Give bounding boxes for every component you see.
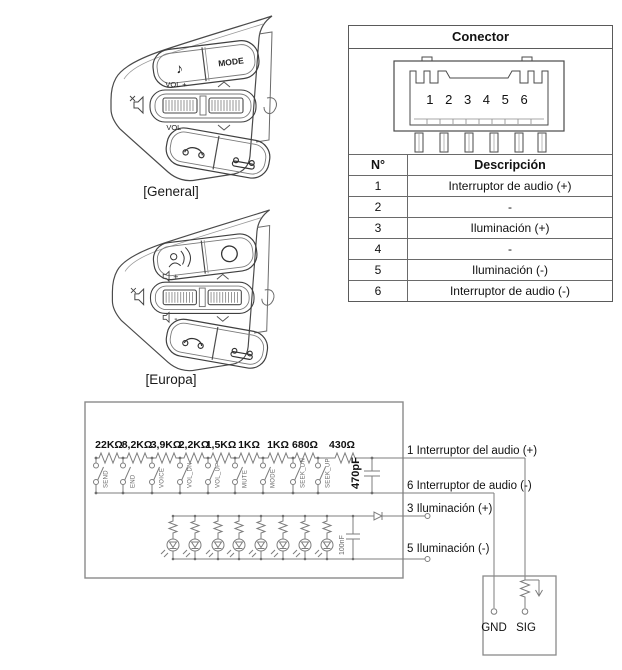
led-branch [315, 516, 333, 559]
pin-number-cell: 5 [349, 260, 408, 281]
vol-down-label: VOL - [166, 123, 186, 132]
phone-end-icon [231, 348, 254, 360]
switch-vol-dn [178, 458, 188, 493]
pin-desc-cell: - [408, 197, 613, 218]
connector-panel-title: Conector [349, 26, 612, 49]
sig-pullup-resistor [521, 580, 530, 608]
switch-label: SEND [103, 470, 110, 488]
bottom-button-pod [163, 125, 272, 180]
table-row [349, 260, 612, 281]
volume-rocker [131, 271, 254, 325]
resistor-value-label: 430Ω [329, 439, 355, 451]
switch-end [121, 458, 131, 493]
mode-ring-icon [221, 245, 238, 262]
mute-icon [131, 288, 144, 305]
general-caption: [General] [143, 184, 199, 199]
connector-pin-numbers: 1 2 3 4 5 6 [426, 92, 532, 107]
top-button-pod [152, 232, 259, 281]
chevron-down-icon [218, 125, 230, 130]
music-note-icon: ♪ [174, 59, 184, 77]
sig-label: SIG [516, 622, 536, 634]
header-description: Descripción [408, 155, 613, 176]
circuit-schematic [80, 395, 622, 670]
resistor-value-label: 1KΩ [267, 439, 289, 451]
bottom-button-pod [164, 317, 270, 371]
table-row [349, 281, 612, 302]
steering-remote-europa-drawing [58, 206, 284, 374]
connector-pins [415, 133, 546, 152]
switch-label: VOL_UP [215, 462, 222, 488]
speaker-plus-icon [163, 271, 169, 281]
pin-desc-cell: Interruptor de audio (-) [408, 281, 613, 302]
chevron-up-icon [217, 274, 229, 279]
led-branch [183, 516, 201, 559]
table-row [349, 176, 612, 197]
pin-number-cell: 3 [349, 218, 408, 239]
phone-answer-icon [183, 146, 205, 158]
pin3-label: 3 Iluminación (+) [407, 503, 493, 515]
header-pin-number: N° [349, 155, 408, 176]
voice-icon [167, 247, 192, 269]
volume-rocker [130, 80, 256, 132]
pinout-table [349, 154, 612, 301]
led-branch [227, 516, 245, 559]
switch-module-box [85, 402, 403, 578]
table-header-row [349, 155, 612, 176]
switch-vol-up [206, 458, 216, 493]
pin6-label: 6 Interruptor de audio (-) [407, 480, 532, 492]
vol-up-label: VOL + [165, 80, 187, 89]
pin-number-cell: 4 [349, 239, 408, 260]
chevron-down-icon [217, 316, 229, 321]
resistor-value-label: 680Ω [292, 439, 318, 451]
table-row [349, 218, 612, 239]
led-branch [206, 516, 224, 559]
switch-seek-up [316, 458, 326, 493]
led-branch [249, 516, 267, 559]
rocker-ridges [166, 292, 237, 303]
resistor-value-label: 2,2KΩ [178, 439, 210, 451]
phone-end-icon [232, 157, 255, 169]
table-row [349, 239, 612, 260]
led-branch [293, 516, 311, 559]
europa-caption: [Europa] [145, 372, 197, 387]
europa-vol-plus-label: + [173, 272, 179, 283]
audio-capacitor [364, 458, 380, 493]
resistor-value-label: 22KΩ [95, 439, 123, 451]
mode-button-label: MODE [217, 55, 245, 69]
pin-desc-cell: Iluminación (-) [408, 260, 613, 281]
table-row [349, 197, 612, 218]
europa-vol-minus-label: - [174, 314, 178, 326]
switch-label: MODE [270, 468, 277, 488]
pin5-label: 5 Iluminación (-) [407, 543, 490, 555]
phone-answer-icon [182, 337, 204, 349]
switch-label: SEEK_DN [300, 457, 307, 488]
switch-send [94, 458, 104, 493]
steering-remote-general-drawing [58, 12, 284, 184]
rocker-ridges [166, 100, 239, 111]
pin-number-cell: 2 [349, 197, 408, 218]
switch-label: VOICE [159, 467, 166, 488]
gnd-label: GND [481, 622, 507, 634]
led-branch [271, 516, 289, 559]
pin-line-labels [407, 445, 537, 555]
switch-seek-dn [291, 458, 301, 493]
resistor-value-labels [95, 439, 355, 451]
resistor-value-label: 3,9KΩ [150, 439, 182, 451]
switch-mode [261, 458, 271, 493]
button-switches [94, 458, 326, 493]
resistor-value-label: 1,5KΩ [205, 439, 237, 451]
led-branch [161, 516, 179, 559]
pin-desc-cell: Interruptor de audio (+) [408, 176, 613, 197]
illumination-capacitor-label: 100nF [339, 535, 346, 555]
illumination-capacitor [346, 516, 360, 559]
connector-panel [348, 25, 613, 302]
audio-capacitor-label: 470pF [350, 457, 362, 489]
resistor-value-label: 1KΩ [238, 439, 260, 451]
pin-desc-cell: - [408, 239, 613, 260]
switch-mute [233, 458, 243, 493]
switch-label: SEEK_UP [325, 458, 332, 488]
pin-number-cell: 1 [349, 176, 408, 197]
switch-voice [150, 458, 160, 493]
chevron-up-icon [218, 82, 230, 87]
switch-label: MUTE [242, 469, 249, 488]
illumination-diode [374, 512, 382, 520]
pin-desc-cell: Iluminación (+) [408, 218, 613, 239]
switch-label: VOL_DN [187, 462, 194, 488]
connector-drawing [349, 49, 612, 154]
pin-number-cell: 6 [349, 281, 408, 302]
switch-label: END [130, 474, 137, 488]
pin1-label: 1 Interruptor del audio (+) [407, 445, 538, 457]
resistor-value-label: 8,2KΩ [121, 439, 153, 451]
illumination-circuit [161, 512, 430, 562]
mute-icon [130, 96, 143, 113]
